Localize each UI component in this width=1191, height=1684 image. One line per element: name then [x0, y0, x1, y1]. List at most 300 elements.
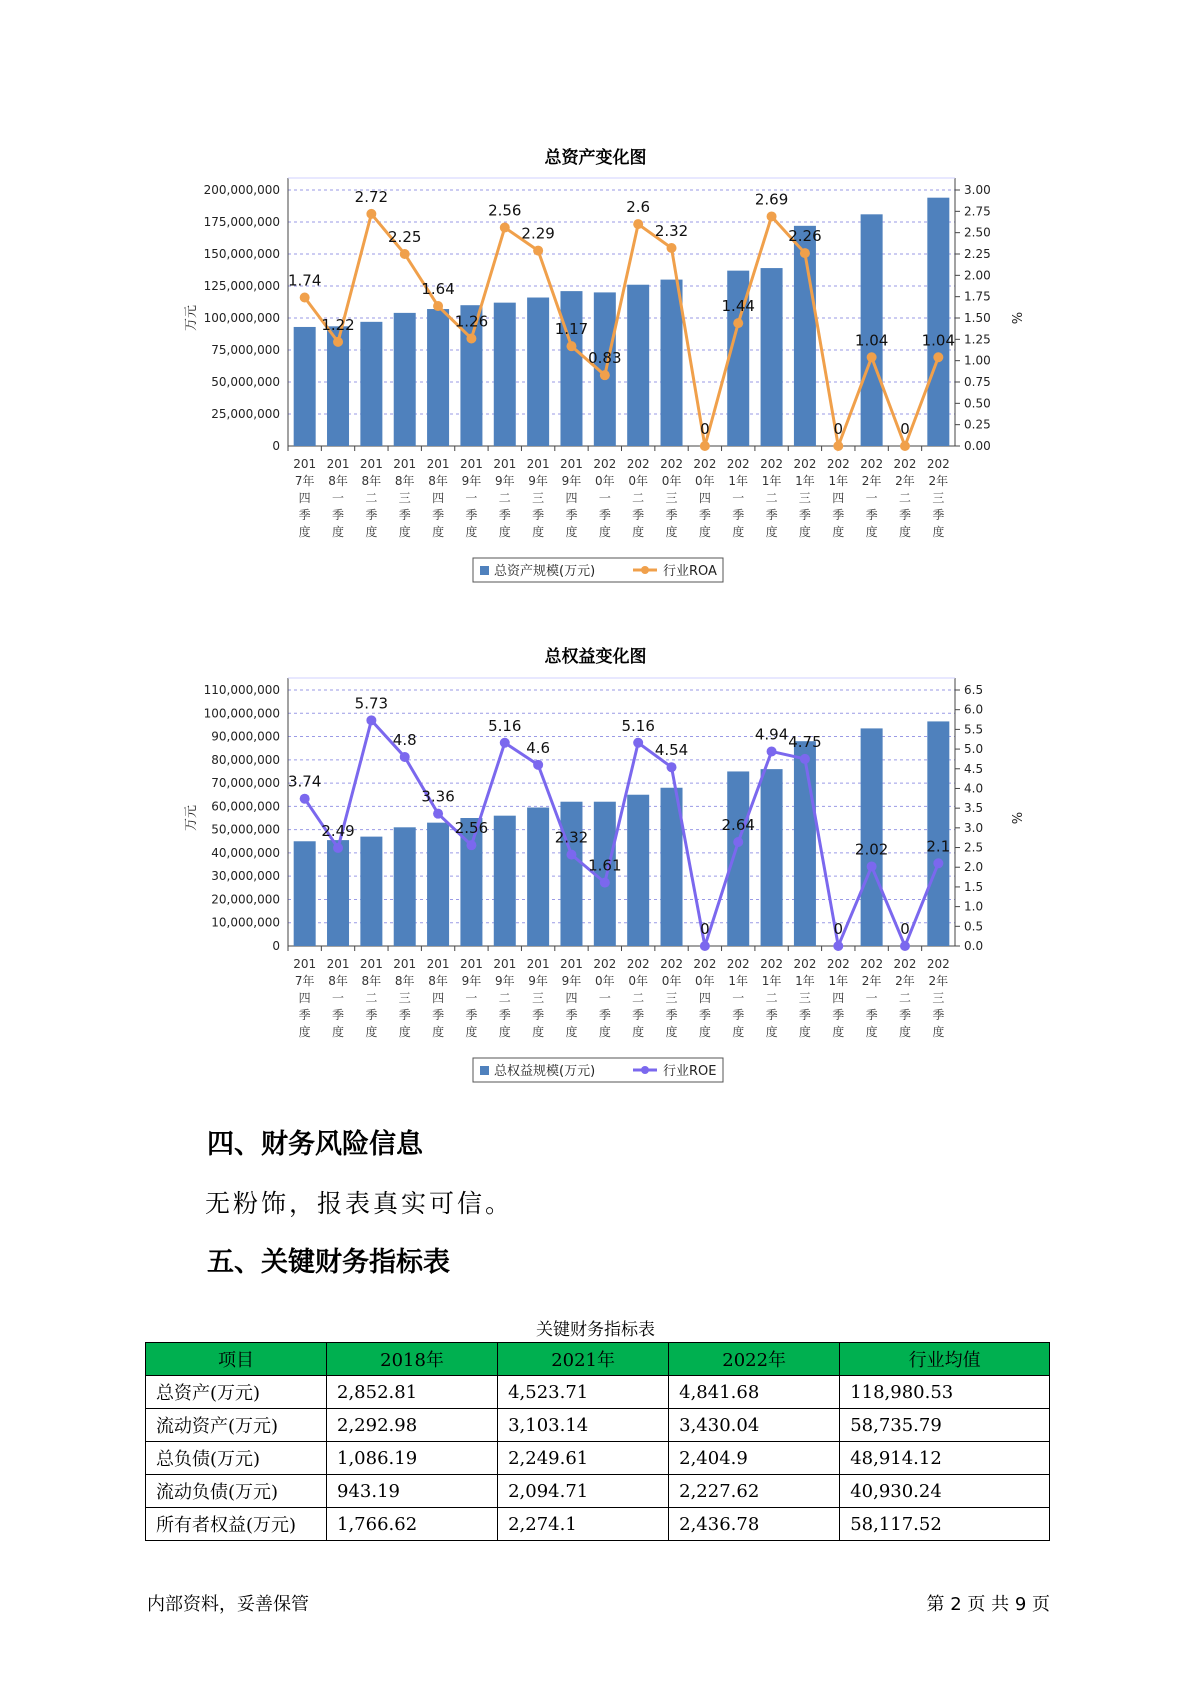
- data-label: 1.61: [588, 856, 622, 875]
- x-tick-label: 一: [332, 491, 345, 505]
- x-tick-label: 201: [359, 957, 383, 971]
- y-tick-label-right: 4.5: [964, 761, 984, 776]
- chart-title-assets: 总资产变化图: [544, 148, 647, 168]
- table-cell: 2,292.98: [327, 1409, 498, 1442]
- line-point: [500, 223, 510, 233]
- table-cell: 2,274.1: [498, 1508, 669, 1541]
- table-header-cell: 2021年: [498, 1343, 669, 1376]
- table-cell: 1,086.19: [327, 1442, 498, 1475]
- y-tick-label-right: 2.50: [964, 225, 991, 240]
- line-point: [700, 941, 710, 951]
- line-point: [667, 762, 677, 772]
- x-tick-label: 202: [893, 457, 917, 471]
- x-tick-label: 度: [332, 525, 345, 539]
- x-tick-label: 201: [426, 957, 450, 971]
- table-row: [146, 1508, 1050, 1541]
- x-tick-label: 季: [865, 1008, 878, 1022]
- x-tick-label: 二: [898, 991, 911, 1005]
- y-tick-label-right: 1.0: [964, 899, 984, 914]
- bar: [327, 840, 349, 946]
- x-tick-label: 202: [860, 457, 884, 471]
- y-tick-label-right: 2.0: [964, 860, 984, 875]
- x-tick-label: 202: [826, 957, 850, 971]
- data-label: 2.1: [926, 837, 951, 856]
- y-tick-label-right: 6.5: [964, 683, 984, 697]
- x-tick-label: 度: [932, 1025, 945, 1039]
- x-tick-label: 9年: [494, 474, 515, 488]
- table-cell: 2,404.9: [669, 1442, 840, 1475]
- bar: [427, 823, 449, 946]
- y-tick-label-right: 0.5: [964, 919, 984, 934]
- x-tick-label: 1年: [828, 974, 849, 988]
- x-tick-label: 季: [732, 508, 745, 522]
- x-tick-label: 0年: [628, 474, 648, 488]
- x-tick-label: 季: [765, 508, 778, 522]
- x-tick-label: 三: [665, 491, 678, 505]
- y-tick-label-left: 50,000,000: [211, 822, 280, 837]
- data-label: 0: [700, 420, 710, 438]
- data-label: 0: [700, 920, 710, 938]
- x-tick-label: 度: [798, 525, 811, 539]
- x-tick-label: 度: [798, 1025, 811, 1039]
- y-tick-label-right: 3.5: [964, 801, 984, 816]
- x-tick-label: 二: [632, 991, 645, 1005]
- line-point: [433, 301, 443, 311]
- x-tick-label: 一: [332, 991, 345, 1005]
- x-tick-label: 201: [526, 457, 550, 471]
- x-tick-label: 202: [693, 957, 717, 971]
- x-tick-label: 季: [632, 508, 645, 522]
- data-label: 1.04: [921, 331, 956, 350]
- line-point: [867, 861, 877, 871]
- y-tick-label-right: 3.00: [964, 183, 991, 197]
- x-tick-label: 季: [465, 1008, 478, 1022]
- x-tick-label: 一: [732, 991, 745, 1005]
- x-tick-label: 季: [465, 508, 478, 522]
- y-tick-label-left: 200,000,000: [203, 183, 280, 197]
- line-point: [933, 352, 943, 362]
- x-tick-label: 四: [832, 491, 845, 505]
- x-tick-label: 度: [498, 1025, 511, 1039]
- table-row: [146, 1409, 1050, 1442]
- bar: [861, 728, 883, 946]
- data-label: 5.73: [354, 694, 389, 713]
- x-tick-label: 9年: [494, 974, 515, 988]
- bar: [294, 841, 316, 946]
- x-tick-label: 二: [765, 991, 778, 1005]
- data-label: 5.16: [621, 716, 655, 735]
- y-tick-label-left: 150,000,000: [203, 247, 280, 261]
- x-tick-label: 202: [626, 957, 650, 971]
- line-point: [633, 738, 643, 748]
- x-tick-label: 201: [526, 957, 550, 971]
- bar: [527, 808, 549, 946]
- table-row: [146, 1376, 1050, 1409]
- y-tick-label-right: 0.50: [964, 396, 991, 411]
- data-label: 4.54: [654, 741, 689, 760]
- data-label: 3.36: [421, 787, 455, 806]
- bar: [294, 327, 316, 446]
- data-label: 2.72: [354, 187, 389, 206]
- x-tick-label: 季: [765, 1008, 778, 1022]
- x-tick-label: 季: [898, 1008, 911, 1022]
- y-axis-title-right: %: [1008, 311, 1023, 325]
- x-tick-label: 9年: [528, 974, 548, 988]
- y-axis-title-left: 万元: [184, 804, 199, 832]
- x-tick-label: 一: [598, 491, 611, 505]
- x-tick-label: 度: [632, 525, 645, 539]
- x-tick-label: 一: [732, 491, 745, 505]
- y-tick-label-left: 25,000,000: [211, 407, 280, 421]
- x-tick-label: 四: [698, 491, 711, 505]
- table-cell: 2,436.78: [669, 1508, 840, 1541]
- y-tick-label-right: 0.0: [964, 939, 984, 953]
- y-tick-label-left: 70,000,000: [211, 776, 280, 791]
- x-tick-label: 季: [398, 508, 411, 522]
- legend-bar-swatch: [480, 566, 489, 575]
- table-row: [146, 1475, 1050, 1508]
- x-tick-label: 度: [865, 525, 878, 539]
- table-cell: 总负债(万元): [146, 1442, 327, 1475]
- x-tick-label: 8年: [328, 474, 348, 488]
- x-tick-label: 季: [932, 508, 945, 522]
- chart-total-assets: [0, 160, 1191, 590]
- y-tick-label-left: 80,000,000: [211, 752, 280, 767]
- y-tick-label-left: 90,000,000: [211, 729, 280, 744]
- line-point: [800, 248, 810, 258]
- table-cell: 3,103.14: [498, 1409, 669, 1442]
- x-tick-label: 2年: [895, 474, 915, 488]
- table-header-cell: 2018年: [327, 1343, 498, 1376]
- y-tick-label-right: 2.25: [964, 247, 991, 261]
- x-tick-label: 8年: [428, 474, 448, 488]
- x-tick-label: 1年: [728, 974, 749, 988]
- y-tick-label-left: 20,000,000: [211, 892, 280, 907]
- x-tick-label: 二: [365, 491, 378, 505]
- x-tick-label: 202: [826, 457, 850, 471]
- y-tick-label-right: 2.75: [964, 204, 991, 219]
- x-tick-label: 2年: [928, 974, 949, 988]
- legend-label-line: 行业ROA: [663, 564, 717, 579]
- legend-line-marker: [641, 1066, 649, 1074]
- table-cell: 58,117.52: [840, 1508, 1050, 1541]
- x-tick-label: 一: [465, 491, 478, 505]
- x-tick-label: 度: [898, 1025, 911, 1039]
- x-tick-label: 0年: [695, 974, 715, 988]
- table-row: [146, 1442, 1050, 1475]
- x-tick-label: 季: [298, 1008, 311, 1022]
- x-tick-label: 1年: [761, 974, 782, 988]
- data-label: 0: [833, 420, 844, 438]
- x-tick-label: 季: [298, 508, 311, 522]
- x-tick-label: 度: [898, 525, 911, 539]
- data-label: 2.26: [788, 227, 822, 246]
- table-header-row: [146, 1343, 1050, 1376]
- x-tick-label: 二: [632, 491, 645, 505]
- x-tick-label: 201: [493, 957, 517, 971]
- table-caption: 关键财务指标表: [536, 1320, 655, 1340]
- data-label: 2.69: [754, 190, 789, 209]
- data-label: 4.75: [788, 732, 822, 751]
- y-tick-label-left: 60,000,000: [211, 799, 280, 814]
- x-tick-label: 201: [426, 457, 450, 471]
- line-point: [733, 837, 743, 847]
- x-tick-label: 7年: [294, 474, 315, 488]
- x-tick-label: 度: [465, 525, 478, 539]
- y-tick-label-left: 75,000,000: [211, 343, 280, 357]
- x-tick-label: 度: [332, 1025, 345, 1039]
- x-tick-label: 季: [832, 508, 845, 522]
- data-label: 0: [900, 420, 910, 438]
- x-tick-label: 202: [593, 957, 617, 971]
- x-tick-label: 季: [798, 508, 811, 522]
- x-tick-label: 三: [398, 491, 411, 505]
- x-tick-label: 度: [732, 525, 745, 539]
- x-tick-label: 9年: [528, 474, 548, 488]
- x-tick-label: 季: [565, 1008, 578, 1022]
- table-cell: 总资产(万元): [146, 1376, 327, 1409]
- x-tick-label: 季: [832, 1008, 845, 1022]
- x-tick-label: 度: [565, 525, 578, 539]
- x-tick-label: 201: [293, 457, 317, 471]
- data-label: 4.8: [392, 730, 417, 749]
- y-tick-label-right: 5.0: [964, 742, 984, 757]
- x-tick-label: 三: [532, 491, 545, 505]
- table-cell: 58,735.79: [840, 1409, 1050, 1442]
- x-tick-label: 8年: [394, 474, 415, 488]
- y-tick-label-left: 50,000,000: [211, 375, 280, 389]
- data-label: 0: [833, 920, 844, 938]
- footer-confidential: 内部资料，妥善保管: [147, 1594, 309, 1615]
- bar: [794, 741, 816, 946]
- x-tick-label: 三: [398, 991, 411, 1005]
- line-point: [700, 441, 710, 451]
- x-tick-label: 201: [560, 957, 583, 971]
- x-tick-label: 度: [498, 525, 511, 539]
- line-point: [466, 333, 476, 343]
- x-tick-label: 季: [898, 508, 911, 522]
- legend-label-bar: 总权益规模(万元): [494, 1064, 596, 1079]
- bar: [360, 837, 382, 946]
- x-tick-label: 201: [459, 457, 483, 471]
- y-tick-label-right: 3.0: [964, 820, 984, 835]
- table-cell: 流动负债(万元): [146, 1475, 327, 1508]
- x-tick-label: 202: [793, 457, 817, 471]
- section-heading-risk: 四、财务风险信息: [207, 1129, 423, 1160]
- line-point: [667, 243, 677, 253]
- x-tick-label: 季: [598, 508, 611, 522]
- line-point: [433, 809, 443, 819]
- x-tick-label: 201: [326, 457, 350, 471]
- bar: [927, 721, 949, 946]
- line-point: [533, 246, 543, 256]
- x-tick-label: 度: [765, 525, 778, 539]
- x-tick-label: 2年: [895, 974, 915, 988]
- x-tick-label: 季: [798, 1008, 811, 1022]
- x-tick-label: 201: [560, 457, 583, 471]
- y-tick-label-left: 175,000,000: [203, 215, 280, 229]
- x-tick-label: 9年: [561, 474, 582, 488]
- x-tick-label: 二: [898, 491, 911, 505]
- x-tick-label: 度: [298, 525, 311, 539]
- x-tick-label: 201: [459, 957, 483, 971]
- data-label: 2.6: [626, 198, 651, 217]
- x-tick-label: 一: [465, 991, 478, 1005]
- bar: [861, 214, 883, 446]
- data-label: 2.32: [554, 828, 589, 847]
- bar: [927, 198, 949, 446]
- x-tick-label: 202: [760, 457, 784, 471]
- bar: [394, 827, 416, 946]
- data-label: 1.44: [721, 297, 755, 316]
- x-tick-label: 二: [365, 991, 378, 1005]
- x-tick-label: 度: [665, 1025, 678, 1039]
- x-tick-label: 8年: [361, 974, 382, 988]
- x-tick-label: 度: [532, 525, 545, 539]
- x-tick-label: 202: [760, 957, 784, 971]
- x-tick-label: 202: [693, 457, 717, 471]
- data-label: 2.56: [488, 201, 522, 220]
- bar: [727, 771, 749, 946]
- x-tick-label: 1年: [761, 474, 782, 488]
- bar: [627, 285, 649, 446]
- x-tick-label: 四: [298, 991, 311, 1005]
- x-tick-label: 202: [726, 957, 750, 971]
- x-tick-label: 四: [832, 991, 845, 1005]
- section-heading-kpi: 五、关键财务指标表: [207, 1247, 450, 1278]
- data-label: 1.74: [287, 271, 322, 290]
- table-cell: 2,249.61: [498, 1442, 669, 1475]
- x-tick-label: 1年: [795, 474, 815, 488]
- line-point: [633, 219, 643, 229]
- bar: [761, 268, 783, 446]
- data-label: 5.16: [488, 716, 522, 735]
- line-point: [500, 738, 510, 748]
- y-tick-label-left: 10,000,000: [211, 915, 280, 930]
- y-tick-label-left: 0: [272, 439, 280, 453]
- y-tick-label-right: 4.0: [964, 781, 984, 796]
- y-tick-label-right: 0.75: [964, 375, 991, 389]
- x-tick-label: 度: [365, 525, 378, 539]
- data-label: 2.02: [854, 840, 889, 859]
- x-tick-label: 202: [726, 457, 750, 471]
- line-point: [900, 441, 910, 451]
- x-tick-label: 2年: [861, 974, 882, 988]
- x-tick-label: 1年: [828, 474, 849, 488]
- x-tick-label: 201: [393, 457, 417, 471]
- y-tick-label-left: 30,000,000: [211, 869, 280, 884]
- line-point: [600, 878, 610, 888]
- y-tick-label-left: 100,000,000: [203, 706, 280, 721]
- line-point: [933, 858, 943, 868]
- data-label: 0: [900, 920, 910, 938]
- x-tick-label: 四: [298, 491, 311, 505]
- x-tick-label: 8年: [328, 974, 348, 988]
- x-tick-label: 202: [660, 957, 683, 971]
- line-point: [767, 211, 777, 221]
- x-tick-label: 0年: [595, 474, 615, 488]
- legend-line-marker: [641, 566, 649, 574]
- y-tick-label-right: 2.5: [964, 840, 984, 855]
- x-tick-label: 三: [932, 991, 945, 1005]
- x-tick-label: 201: [393, 957, 417, 971]
- x-tick-label: 三: [532, 991, 545, 1005]
- x-tick-label: 季: [865, 508, 878, 522]
- footer-page-number: 第 2 页 共 9 页: [926, 1594, 1050, 1615]
- x-tick-label: 季: [698, 1008, 711, 1022]
- line-point: [366, 209, 376, 219]
- table-cell: 3,430.04: [669, 1409, 840, 1442]
- bar: [661, 280, 683, 446]
- line-point: [900, 941, 910, 951]
- y-tick-label-left: 100,000,000: [203, 311, 280, 325]
- bar: [394, 313, 416, 446]
- data-label: 2.25: [388, 228, 422, 246]
- y-tick-label-left: 110,000,000: [203, 683, 280, 697]
- table-cell: 4,523.71: [498, 1376, 669, 1409]
- x-tick-label: 度: [832, 1025, 845, 1039]
- y-tick-label-right: 5.5: [964, 722, 984, 737]
- x-tick-label: 度: [532, 1025, 545, 1039]
- data-label: 1.04: [854, 331, 889, 350]
- y-tick-label-right: 1.00: [964, 353, 991, 368]
- x-tick-label: 8年: [428, 974, 448, 988]
- x-tick-label: 四: [698, 991, 711, 1005]
- x-tick-label: 0年: [661, 974, 682, 988]
- x-tick-label: 二: [498, 491, 511, 505]
- x-tick-label: 季: [665, 508, 678, 522]
- x-tick-label: 度: [765, 1025, 778, 1039]
- x-tick-label: 202: [793, 957, 817, 971]
- x-tick-label: 202: [893, 957, 917, 971]
- x-tick-label: 7年: [294, 974, 315, 988]
- data-label: 2.32: [654, 222, 689, 241]
- x-tick-label: 二: [498, 991, 511, 1005]
- line-point: [400, 249, 410, 259]
- table-cell: 40,930.24: [840, 1475, 1050, 1508]
- x-tick-label: 度: [432, 1025, 445, 1039]
- x-tick-label: 季: [398, 1008, 411, 1022]
- data-label: 1.64: [421, 280, 455, 299]
- x-tick-label: 季: [365, 508, 378, 522]
- y-tick-label-right: 1.5: [964, 879, 984, 894]
- line-point: [333, 337, 343, 347]
- bar: [761, 769, 783, 946]
- x-tick-label: 三: [798, 491, 811, 505]
- x-tick-label: 度: [698, 525, 711, 539]
- table-cell: 4,841.68: [669, 1376, 840, 1409]
- bar: [560, 802, 582, 946]
- x-tick-label: 季: [532, 1008, 545, 1022]
- y-tick-label-right: 2.00: [964, 268, 991, 283]
- table-cell: 流动资产(万元): [146, 1409, 327, 1442]
- legend-bar-swatch: [480, 1066, 489, 1075]
- x-tick-label: 季: [532, 508, 545, 522]
- bar: [427, 309, 449, 446]
- x-tick-label: 9年: [461, 974, 482, 988]
- chart-title-equity: 总权益变化图: [544, 647, 647, 667]
- x-tick-label: 2年: [928, 474, 949, 488]
- table-cell: 48,914.12: [840, 1442, 1050, 1475]
- bar: [494, 303, 516, 446]
- line-point: [533, 760, 543, 770]
- line-point: [366, 715, 376, 725]
- data-label: 1.17: [554, 320, 589, 339]
- table-header-cell: 2022年: [669, 1343, 840, 1376]
- legend-label-bar: 总资产规模(万元): [494, 564, 596, 579]
- table-header-cell: 项目: [146, 1343, 327, 1376]
- legend-label-line: 行业ROE: [663, 1064, 717, 1079]
